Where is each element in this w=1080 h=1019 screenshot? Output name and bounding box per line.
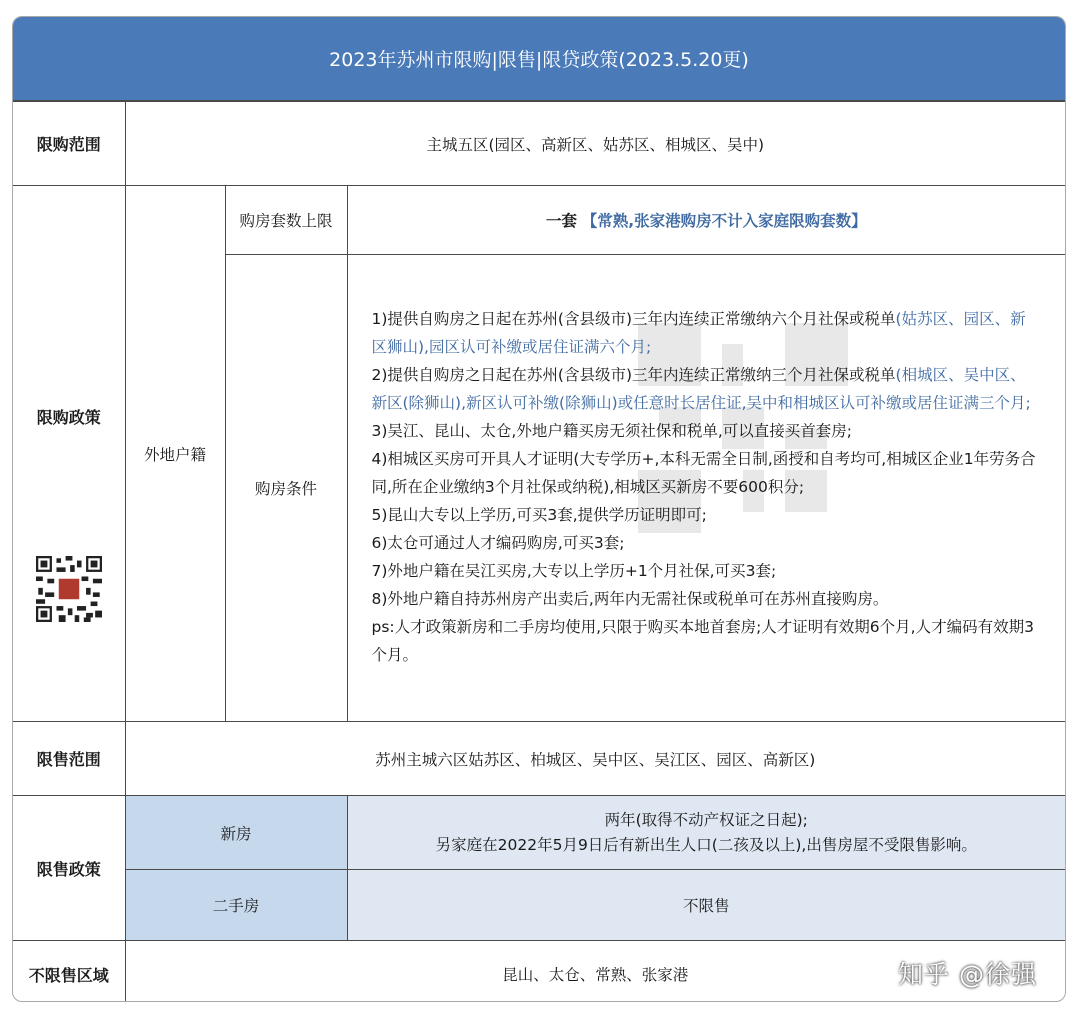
- condition-6: 6)太仓可通过人才编码购房,可买3套;: [371, 534, 625, 552]
- condition-3: 3)吴江、昆山、太仓,外地户籍买房无须社保和税单,可以直接买首套房;: [371, 422, 852, 440]
- purchase-policy-label: [13, 186, 125, 722]
- sale-new-label: 新房: [125, 796, 347, 870]
- no-limit-label: 不限售区域: [13, 941, 125, 1003]
- policy-table-frame: [12, 16, 1066, 1002]
- sale-policy-label: 限售政策: [13, 796, 125, 941]
- qr-code-icon: [36, 556, 102, 622]
- row-sale-scope: [13, 722, 1065, 796]
- limit-note: 【常熟,张家港购房不计入家庭限购套数】: [581, 212, 867, 230]
- sale-new-line1: 两年(取得不动产权证之日起);: [604, 810, 808, 829]
- purchase-group-label: 外地户籍: [125, 186, 225, 722]
- condition-8: 8)外地户籍自持苏州房产出卖后,两年内无需社保或税单可在苏州直接购房。: [371, 590, 889, 608]
- limit-label: 购房套数上限: [225, 186, 347, 255]
- sale-scope-label: 限售范围: [13, 722, 125, 796]
- condition-5: 5)昆山大专以上学历,可买3套,提供学历证明即可;: [371, 506, 707, 524]
- purchase-scope-value: 主城五区(园区、高新区、姑苏区、相城区、吴中): [125, 102, 1065, 186]
- policy-table: [13, 101, 1065, 1002]
- conditions-label: 购房条件: [225, 255, 347, 722]
- no-limit-value: 昆山、太仓、常熟、张家港: [125, 941, 1065, 1003]
- sale-second-value: 不限售: [347, 870, 1065, 941]
- sale-new-line2: 另家庭在2022年5月9日后有新出生人口(二孩及以上),出售房屋不受限售影响。: [435, 835, 977, 854]
- row-sale-new: [13, 796, 1065, 870]
- table-title: 2023年苏州市限购|限售|限贷政策(2023.5.20更): [13, 17, 1065, 101]
- sale-new-value: [347, 796, 1065, 870]
- sale-scope-value: 苏州主城六区姑苏区、柏城区、吴中区、吴江区、园区、高新区): [125, 722, 1065, 796]
- purchase-scope-label: 限购范围: [13, 102, 125, 186]
- limit-value: 一套: [545, 212, 577, 230]
- conditions-cell: [347, 255, 1065, 722]
- condition-4: 4)相城区买房可开具人才证明(大专学历+,本科无需全日制,函授和自考均可,相城区企业1年劳务合同,所在企业缴纳3个月社保或纳税),相城区买新房不要600积分;: [371, 450, 1036, 496]
- purchase-policy-label-text: 限购政策: [36, 408, 101, 427]
- condition-1: 1)提供自购房之日起在苏州(含县级市)三年内连续正常缴纳六个月社保或税单(姑苏区、园区、新区狮山),园区认可补缴或居住证满六个月;: [371, 310, 1026, 356]
- limit-cell: [347, 186, 1065, 255]
- zhihu-watermark: 知乎 @徐强: [898, 960, 1037, 989]
- sale-second-label: 二手房: [125, 870, 347, 941]
- row-purchase-scope: [13, 102, 1065, 186]
- condition-2: 2)提供自购房之日起在苏州(含县级市)三年内连续正常缴纳三个月社保或税单(相城区、吴中区、新区(除狮山),新区认可补缴(除狮山)或任意时长居住证,吴中和相城区认可补缴或居住证满三个月;: [371, 366, 1031, 412]
- condition-ps: ps:人才政策新房和二手房均使用,只限于购买本地首套房;人才证明有效期6个月,人才编码有效期3个月。: [371, 618, 1034, 664]
- row-purchase-limit: [13, 186, 1065, 255]
- row-sale-second: [13, 870, 1065, 941]
- condition-7: 7)外地户籍在吴江买房,大专以上学历+1个月社保,可买3套;: [371, 562, 777, 580]
